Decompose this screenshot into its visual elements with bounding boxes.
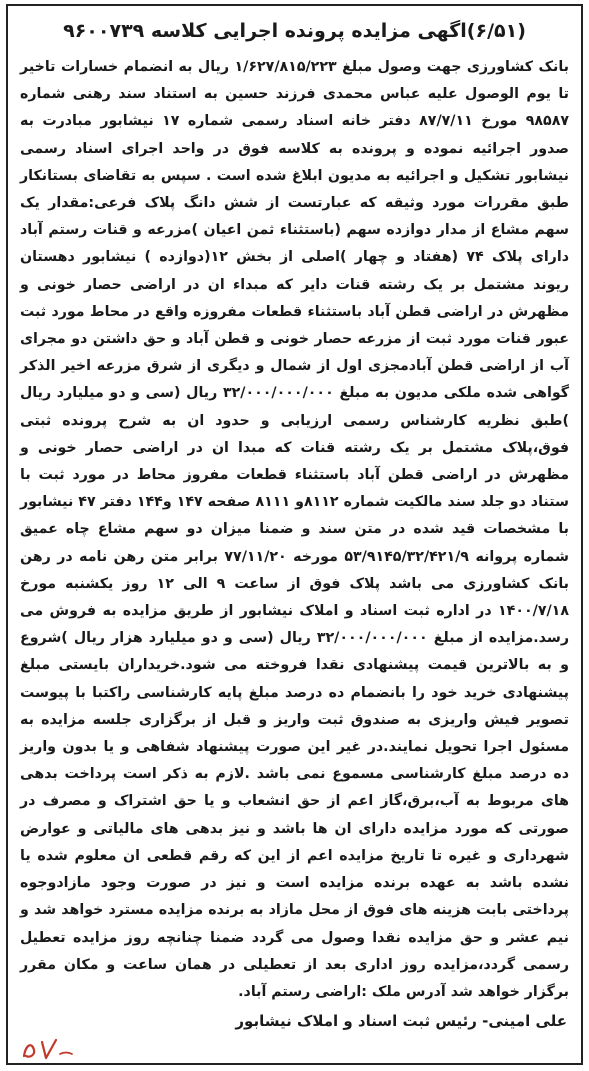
notice-title: (۶/۵۱)اگهی مزایده پرونده اجرایی کلاسه ۹۶۰۰۷۳۹ xyxy=(63,20,526,42)
notice-body: بانک کشاورزی جهت وصول مبلغ ۱/۶۲۷/۸۱۵/۲۲۳ ریال به انضمام خسارات تاخیر تا یوم الوصول علیه عباس محمدی فرزند حسین به استناد سند رهنی شماره ۹۸۵۸۷ مورخ ۸۷/۷/۱۱ دفتر خانه اسناد رسمی شماره ۱۷ نیشابور مبادرت به صدور اجرائیه نموده و پرونده به کلاسه فوق در واحد اجرای اسناد رسمی نیشابور تشکیل و اجرائیه به مدیون ابلاغ شده است . سپس به تقاضای بستانکار طبق مقررات مورد وثیقه که عبارتست از شش دانگ پلاک فرعی:مقدار یک سهم مشاع از مدار دوازده سهم (باستثناء ثمن اعیان )مزرعه و قنات رستم آباد دارای پلاک ۷۴ (هفتاد و چهار )اصلی از بخش ۱۲(دوازده ) نیشابور دهستان ریوند مشتمل بر یک رشته قنات دایر که مبداء ان در اراضی حصار خونی و مظهرش در اراضی قطن آباد باستثناء قطعات مفروزه واقع در محاط مورد ثبت عبور قنات مورد ثبت از مزرعه حصار خونی و قطن آباد و حق داشتن دو مجرای آب از اراضی قطن آبادمجزی اول از شمال و دیگری از شرق مزرعه اخیر الذکر گواهی شده ملکی مدیون به مبلغ ۳۲/۰۰۰/۰۰۰/۰۰۰ ریال (سی و دو میلیارد ریال )طبق نظریه کارشناس رسمی ارزیابی و حدود ان به شرح پرونده ثبتی فوق،پلاک مشتمل بر یک رشته قنات که مبدا ان در اراضی حصار خونی و مظهرش در اراضی قطن آباد باستثناء قطعات مفروز محاط در مورد ثبت با ستناد دو جلد سند مالکیت شماره ۸۱۱۲و ۸۱۱۱ صفحه ۱۴۷ و۱۴۴ دفتر ۴۷ نیشابور با مشخصات قید شده در متن سند و ضمنا میزان دو سهم مشاع چاه عمیق شماره پروانه ۵۳/۹۱۴۵/۳۲/۴۲۱/۹ مورخه ۷۷/۱۱/۲۰ برابر متن رهن نامه در رهن بانک کشاورزی می باشد پلاک فوق از ساعت ۹ الی ۱۲ روز یکشنبه مورخ ۱۴۰۰/۷/۱۸ در اداره ثبت اسناد و املاک نیشابور از طریق مزایده به فروش می رسد.مزایده از مبلغ ۳۲/۰۰۰/۰۰۰/۰۰۰ ریال (سی و دو میلیارد هزار ریال )شروع و به بالاترین قیمت پیشنهادی نقدا فروخته می شود.خریداران بایستی مبلغ پیشنهادی خرید خود را بانضمام ده درصد مبلغ پایه کارشناسی راکتبا با پیوست تصویر فیش واریزی به صندوق ثبت واریز و قبل از برگزاری جلسه مزایده به مسئول اجرا تحویل نمایند.در غیر این صورت پیشنهاد شفاهی و یا بدون واریز ده درصد مبلغ کارشناسی مسموع نمی باشد .لازم به ذکر است پرداخت بدهی های مربوط به آب،برق،گاز اعم از حق انشعاب و یا حق اشتراک و مصرف در صورتی که مورد مزایده دارای ان ها باشد و نیز بدهی های مالیاتی و عوارض شهرداری و غیره تا تاریخ مزایده اعم از این که رقم قطعی ان معلوم شده یا نشده باشد به عهده برنده مزایده است و نیز در صورت وجود مازادوجوه پرداختی بابت هزینه های فوق از محل مازاد به برنده مزایده مسترد خواهد شد و نیم عشر و حق مزایده نقدا وصول می گردد ضمنا چنانچه روز مزایده تعطیل رسمی گردد،مزایده روز اداری بعد از تعطیلی در همان ساعت و مکان مقرر برگزار خواهد شد آدرس ملک :اراضی رستم آباد. xyxy=(20,59,570,1000)
notice-signature: علی امینی- رئیس ثبت اسناد و املاک نیشابور xyxy=(235,1012,567,1031)
notice-frame xyxy=(6,4,583,1065)
handwritten-page-number xyxy=(16,1036,76,1062)
